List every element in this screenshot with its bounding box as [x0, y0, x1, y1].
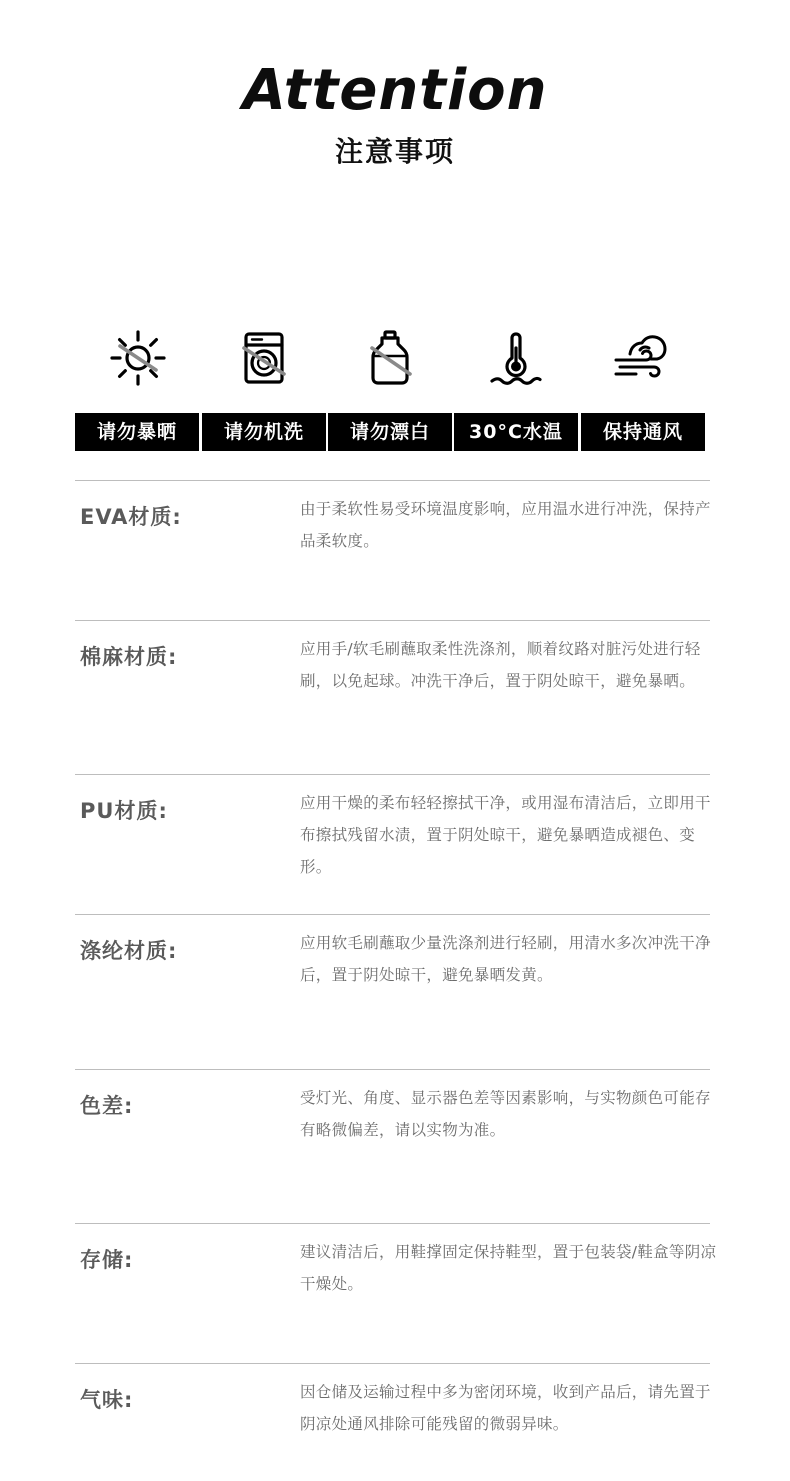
section-label: 色差: — [80, 1094, 134, 1118]
section-polyester — [75, 914, 710, 1070]
care-label-row — [75, 413, 705, 451]
ventilation-icon — [579, 322, 705, 394]
care-icon-row — [75, 322, 705, 394]
section-label: PU材质: — [80, 799, 168, 823]
section-label: 气味: — [80, 1388, 134, 1412]
section-text: 因仓储及运输过程中多为密闭环境，收到产品后，请先置于阴凉处通风排除可能残留的微弱异味。 — [300, 1383, 711, 1433]
section-label: 棉麻材质: — [80, 645, 178, 669]
section-label: 存储: — [80, 1248, 134, 1272]
section-odor — [75, 1363, 710, 1474]
no-sun-icon — [75, 322, 201, 394]
section-eva — [75, 480, 710, 621]
section-text: 应用软毛刷蘸取少量洗涤剂进行轻刷，用清水多次冲洗干净后，置于阴处晾干，避免暴晒发黄。 — [300, 934, 711, 984]
section-text: 由于柔软性易受环境温度影响，应用温水进行冲洗，保持产品柔软度。 — [300, 500, 711, 550]
section-text: 受灯光、角度、显示器色差等因素影响，与实物颜色可能存有略微偏差，请以实物为准。 — [300, 1089, 711, 1139]
care-label-ventilation: 保持通风 — [581, 413, 705, 451]
no-bleach-icon — [327, 322, 453, 394]
section-color-difference — [75, 1069, 710, 1224]
section-pu — [75, 774, 710, 915]
section-label: EVA材质: — [80, 505, 182, 529]
care-label-no-machine-wash: 请勿机洗 — [202, 413, 326, 451]
care-label-no-sun: 请勿暴晒 — [75, 413, 199, 451]
section-text: 应用手/软毛刷蘸取柔性洗涤剂，顺着纹路对脏污处进行轻刷，以免起球。冲洗干净后，置于阴处晾干，避免暴晒。 — [300, 640, 701, 690]
no-machine-wash-icon — [201, 322, 327, 394]
section-cotton-linen — [75, 620, 710, 775]
section-label: 涤纶材质: — [80, 939, 178, 963]
water-temperature-icon — [453, 322, 579, 394]
care-label-water-temp: 30°C水温 — [454, 413, 578, 451]
care-label-no-bleach: 请勿漂白 — [328, 413, 452, 451]
section-text: 应用干燥的柔布轻轻擦拭干净，或用湿布清洁后，立即用干布擦拭残留水渍，置于阴处晾干，避免暴晒造成褪色、变形。 — [300, 794, 711, 876]
page-subtitle: 注意事项 — [334, 135, 455, 168]
section-storage — [75, 1223, 717, 1364]
section-text: 建议清洁后，用鞋撑固定保持鞋型，置于包装袋/鞋盒等阴凉干燥处。 — [300, 1243, 717, 1293]
page-title: Attention — [242, 58, 548, 123]
